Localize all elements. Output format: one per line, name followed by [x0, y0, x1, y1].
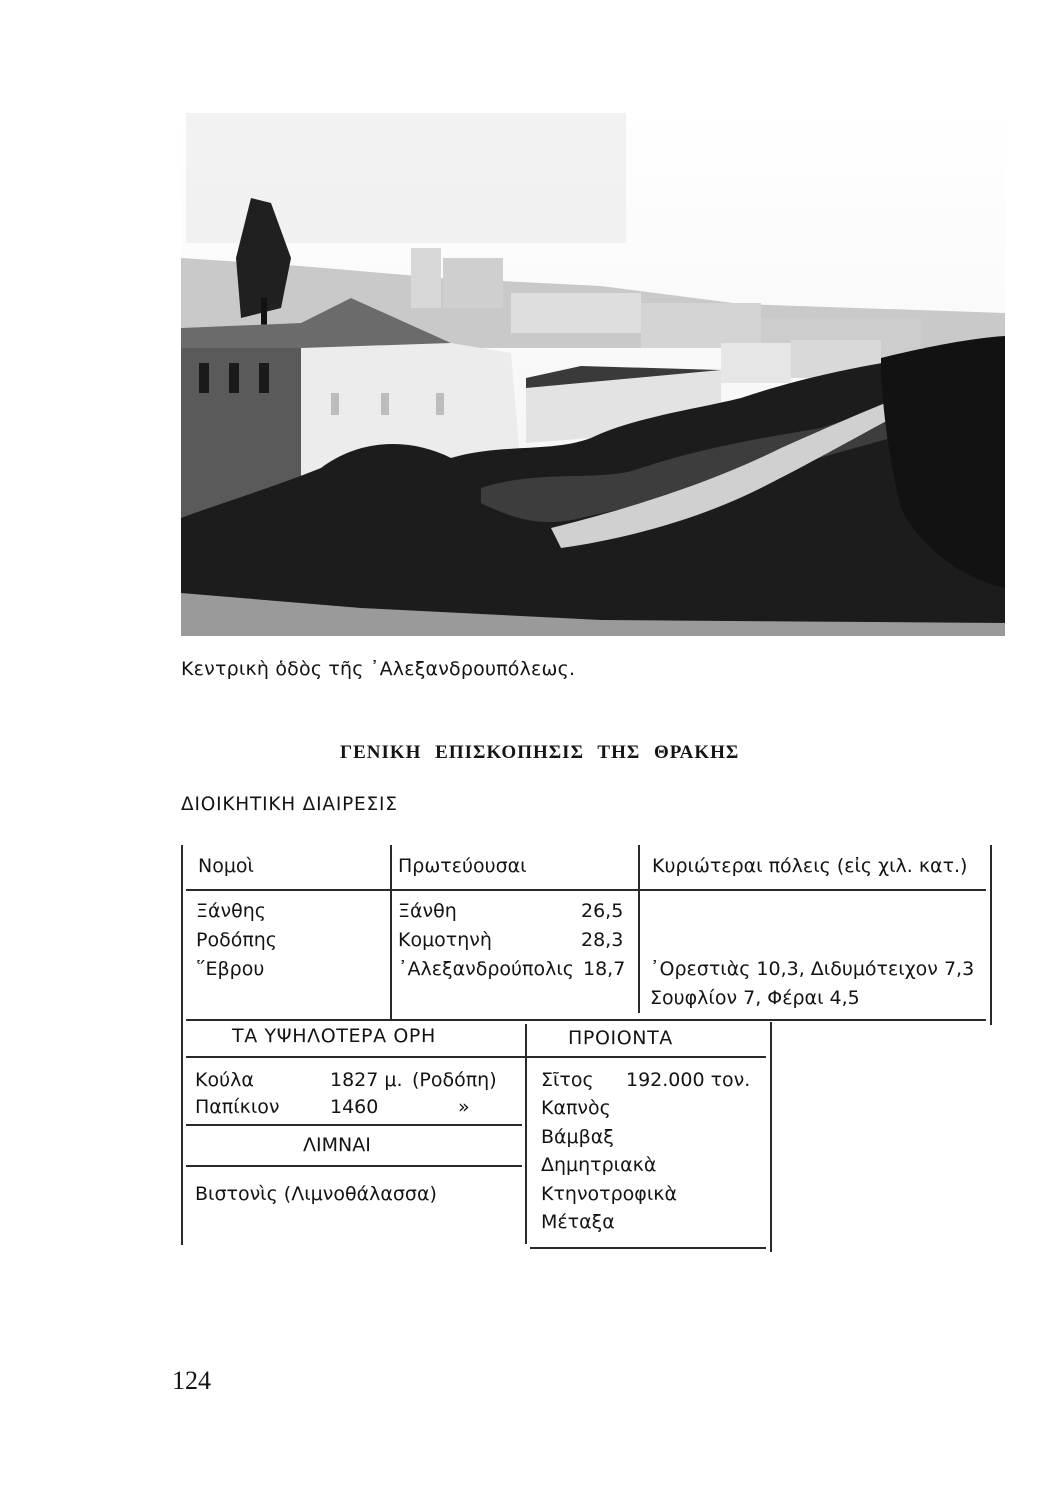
page-number: 124 [172, 1366, 211, 1395]
products-header: ΠΡΟΙΟΝΤΑ [568, 1027, 673, 1049]
product-amount: 192.000 τον. [626, 1069, 751, 1091]
photo-caption: Κεντρικὴ ὁδὸς τῆς ᾿Αλεξανδρουπόλεως. [181, 658, 576, 680]
mountain-range: (Ροδόπη) [412, 1069, 497, 1091]
mountain-name: Παπίκιον [195, 1096, 280, 1118]
street-photograph [181, 108, 1005, 636]
col-header-capitals: Πρωτεύουσαι [398, 855, 527, 877]
col-header-main-cities: Κυριώτεραι πόλεις (εἰς χιλ. κατ.) [652, 855, 968, 877]
lakes-header: ΛΙΜΝΑΙ [303, 1134, 371, 1156]
product-item: Σῖτος [541, 1069, 594, 1091]
capital-population: 18,7 [583, 958, 626, 980]
mountains-header: ΤΑ ΥΨΗΛΟΤΕΡΑ ΟΡΗ [232, 1025, 436, 1047]
capital-name: Κομοτηνὴ [398, 929, 492, 951]
mountain-height: 1460 [330, 1096, 379, 1118]
section-heading: ΓΕΝΙΚΗ ΕΠΙΣΚΟΠΗΣΙΣ ΤΗΣ ΘΡΑΚΗΣ [340, 742, 740, 763]
mountain-name: Κούλα [195, 1069, 254, 1091]
capital-name: ᾿Αλεξανδρούπολις [398, 958, 574, 980]
prefecture-rodopi: Ροδόπης [196, 929, 277, 951]
mountain-height: 1827 μ. [330, 1069, 403, 1091]
product-item: Μέταξα [541, 1211, 615, 1233]
section-subheading: ΔΙΟΙΚΗΤΙΚΗ ΔΙΑΙΡΕΣΙΣ [181, 794, 398, 815]
capital-name: Ξάνθη [398, 900, 457, 922]
product-item: Καπνὸς [541, 1097, 611, 1119]
main-cities-line: Σουφλίον 7, Φέραι 4,5 [650, 987, 860, 1009]
col-header-prefectures: Νομοὶ [198, 855, 254, 877]
lake-item: Βιστονὶς (Λιμνοθάλασσα) [195, 1183, 437, 1205]
product-item: Βάμβαξ [541, 1126, 614, 1148]
capital-population: 28,3 [581, 929, 624, 951]
prefecture-xanthi: Ξάνθης [196, 900, 266, 922]
prefecture-evros: ῞Εβρου [196, 958, 265, 980]
product-item: Κτηνοτροφικὰ [541, 1183, 677, 1205]
mountain-range: » [458, 1096, 470, 1118]
main-cities-line: ᾿Ορεστιὰς 10,3, Διδυμότειχον 7,3 [650, 958, 975, 980]
capital-population: 26,5 [581, 900, 624, 922]
product-item: Δημητριακὰ [541, 1154, 657, 1176]
